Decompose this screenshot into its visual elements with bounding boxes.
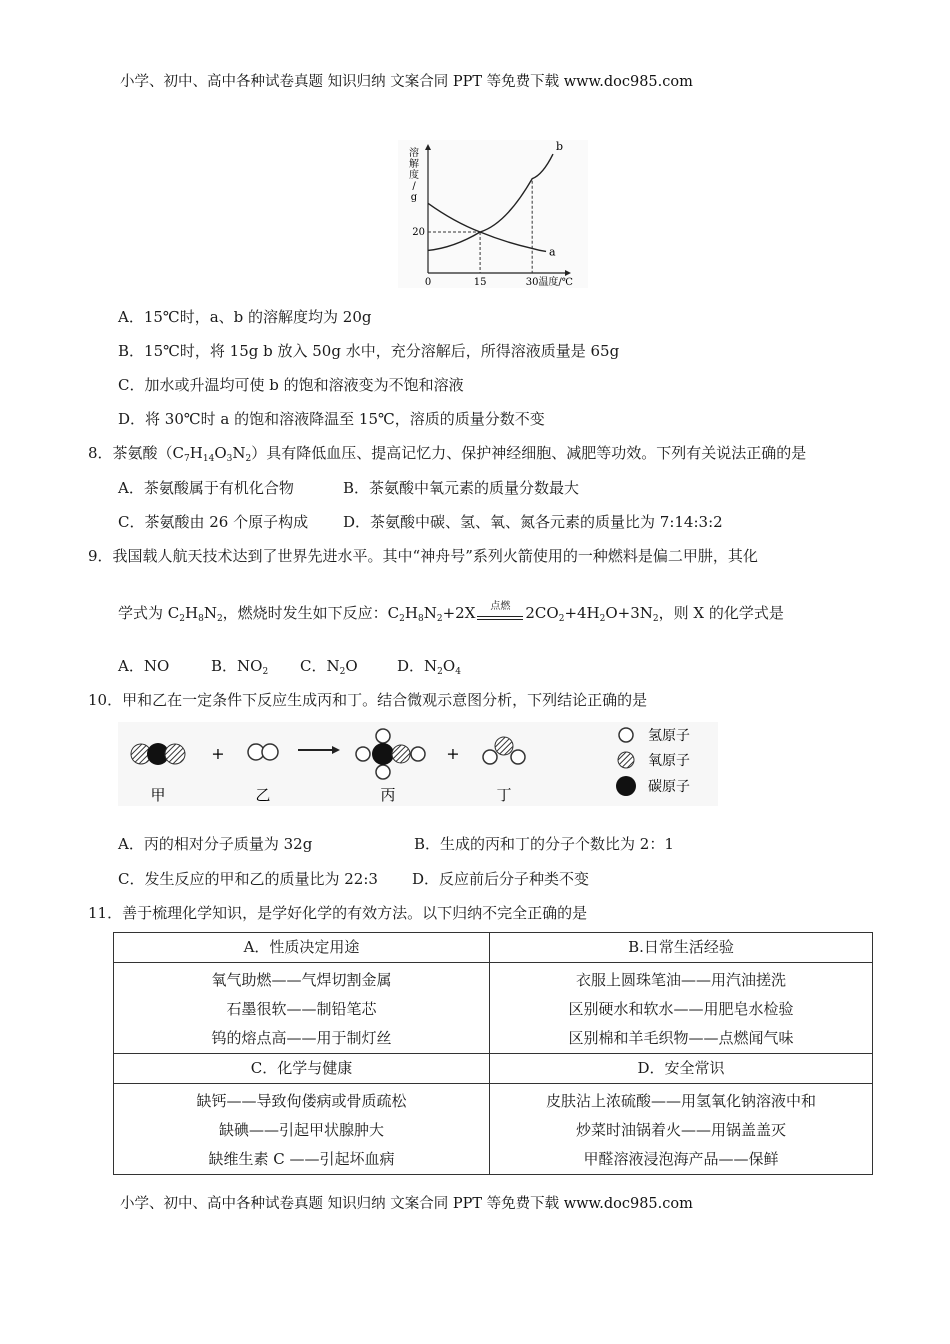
label-bing: 丙 — [380, 786, 396, 804]
q8-option-a: A．茶氨酸属于有机化合物 — [118, 479, 294, 497]
q7-option-a: A．15℃时，a、b 的溶解度均为 20g — [118, 308, 372, 326]
cell-d-title: D．安全常识 — [490, 1054, 873, 1084]
plus-sign: + — [211, 744, 225, 763]
q10-option-a: A．丙的相对分子质量为 32g — [118, 835, 313, 853]
page-header: 小学、初中、高中各种试卷真题 知识归纳 文案合同 PPT 等免费下载 www.doc985.com — [120, 74, 693, 90]
x-tick-label: 30 — [525, 277, 539, 288]
cell-a-body: 氧气助燃——气焊切割金属 石墨很软——制铅笔芯 钨的熔点高——用于制灯丝 — [114, 963, 490, 1054]
q9-option-d: D．$N_2O_4$ — [397, 657, 461, 677]
plus-sign: + — [446, 744, 460, 763]
series-label-b: b — [556, 140, 564, 154]
solubility-chart — [398, 140, 588, 288]
y-tick-label: 20 — [412, 227, 425, 238]
q8-stem: 8．茶氨酸$(C_7H_{14}O_3N_2)$具有降低血压、提高记忆力、保护神经细胞、减肥等功效。下列有关说法正确的是 — [88, 444, 807, 464]
q10-option-b: B．生成的丙和丁的分子个数比为 2：1 — [414, 835, 674, 853]
q9-stem: 9．我国载人航天技术达到了世界先进水平。其中“神舟号”系列火箭使用的一种燃料是偏二甲肼，其化 — [88, 547, 758, 565]
molecule-diagram — [118, 722, 718, 806]
q11-stem: 11．善于梳理化学知识，是学好化学的有效方法。以下归纳不完全正确的是 — [88, 904, 588, 922]
q9-option-a: A．NO — [118, 657, 170, 675]
series-label-a: a — [549, 245, 556, 259]
q11-table — [113, 932, 873, 1175]
q10-stem: 10．甲和乙在一定条件下反应生成丙和丁。结合微观示意图分析，下列结论正确的是 — [88, 691, 648, 709]
q9-equation-line: 学式为 $C_2H_8N_2$，燃烧时发生如下反应：$C_2H_8N_2+2X$ 点燃 $2CO_2+4H_2O+3N_2$，则 X 的化学式是 — [118, 601, 784, 624]
q7-option-c: C．加水或升温均可使 b 的饱和溶液变为不饱和溶液 — [118, 376, 464, 394]
reaction-condition-arrow: 点燃 — [475, 603, 525, 623]
label-yi: 乙 — [255, 786, 271, 804]
cell-a-title: A．性质决定用途 — [114, 933, 490, 963]
q8-option-d: D．茶氨酸中碳、氢、氧、氮各元素的质量比为 7:14:3:2 — [343, 513, 723, 531]
q10-option-d: D．反应前后分子种类不变 — [412, 870, 590, 888]
y-axis-label: / — [412, 181, 416, 192]
q7-option-b: B．15℃时，将 15g b 放入 50g 水中，充分溶解后，所得溶液质量是 65g — [118, 342, 620, 360]
x-tick-label: 15 — [473, 277, 487, 288]
q10-option-c: C．发生反应的甲和乙的质量比为 22:3 — [118, 870, 378, 888]
cell-b-title: B.日常生活经验 — [490, 933, 873, 963]
page-footer: 小学、初中、高中各种试卷真题 知识归纳 文案合同 PPT 等免费下载 www.doc985.com — [120, 1196, 693, 1212]
q8-option-b: B．茶氨酸中氧元素的质量分数最大 — [343, 479, 580, 497]
x-axis-label: 温度/℃ — [538, 277, 573, 288]
x-tick-label: 0 — [424, 277, 432, 288]
q7-option-d: D．将 30℃时 a 的饱和溶液降温至 15℃，溶质的质量分数不变 — [118, 410, 545, 428]
q9-option-c: C．$N_2O$ — [300, 657, 358, 677]
legend — [616, 728, 690, 796]
cell-c-body: 缺钙——导致佝偻病或骨质疏松 缺碘——引起甲状腺肿大 缺维生素 C ——引起坏血病 — [114, 1084, 490, 1175]
q9-option-b: B．$NO_2$ — [211, 657, 269, 677]
legend-hydrogen: 氢原子 — [648, 728, 690, 744]
legend-oxygen: 氧原子 — [648, 753, 690, 769]
cell-d-body: 皮肤沾上浓硫酸——用氢氧化钠溶液中和 炒菜时油锅着火——用锅盖盖灭 甲醛溶液浸泡海产品——保鲜 — [490, 1084, 873, 1175]
label-jia: 甲 — [150, 786, 166, 804]
molecule-jia — [131, 743, 185, 765]
legend-carbon: 碳原子 — [648, 779, 690, 795]
q8-option-c: C．茶氨酸由 26 个原子构成 — [118, 513, 309, 531]
y-axis-label: 解 — [409, 159, 419, 170]
label-ding: 丁 — [496, 786, 512, 804]
cell-c-title: C．化学与健康 — [114, 1054, 490, 1084]
y-axis-label: 度 — [409, 170, 419, 181]
y-axis-label: g — [410, 192, 418, 203]
y-axis-label: 溶 — [409, 148, 419, 159]
cell-b-body: 衣服上圆珠笔油——用汽油搓洗 区别硬水和软水——用肥皂水检验 区别棉和羊毛织物——点燃闻气味 — [490, 963, 873, 1054]
